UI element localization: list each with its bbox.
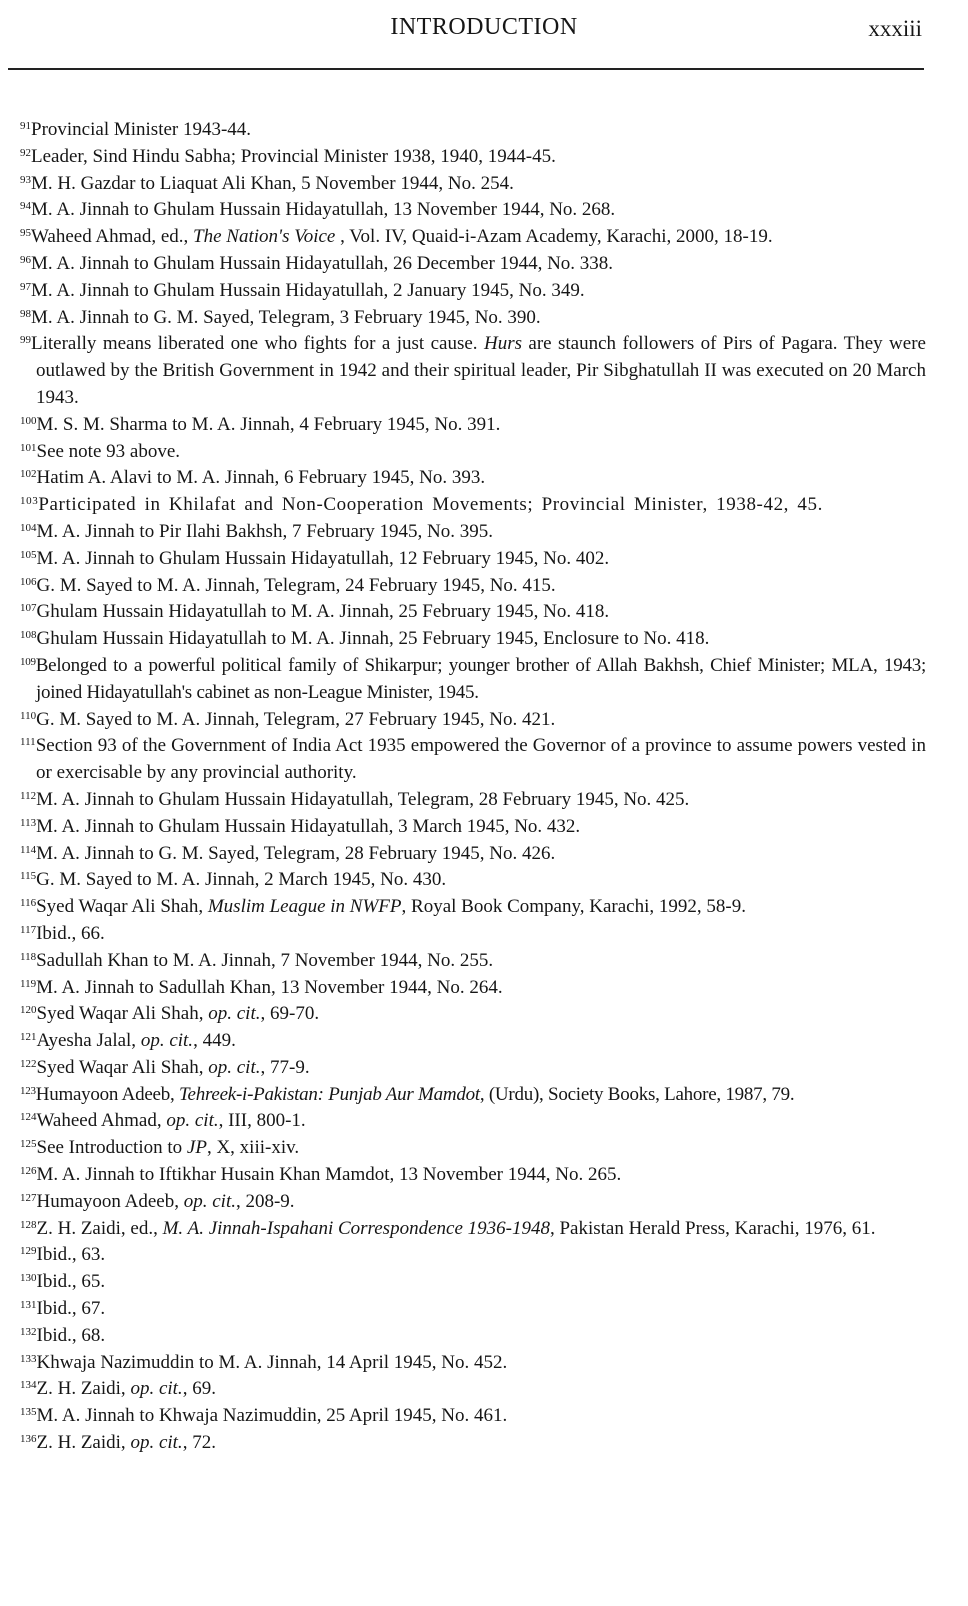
note-text: Ayesha Jalal, bbox=[36, 1030, 141, 1052]
note-text: are staunch followers of Pirs of Pagara. They were outlawed by the British Government in 1942 and their spiritual leader, Pir Sibghatullah II was executed on 20 March 1943. bbox=[36, 333, 926, 408]
note-opcit-italic: op. cit. bbox=[166, 1110, 219, 1132]
note-text: Z. H. Zaidi, ed., bbox=[36, 1217, 163, 1239]
note-text: See Introduction to bbox=[36, 1137, 187, 1159]
note-opcit-italic: op. cit. bbox=[130, 1378, 183, 1400]
endnote bbox=[20, 439, 926, 466]
endnote bbox=[20, 1108, 926, 1135]
endnote bbox=[20, 519, 926, 546]
note-text: , 449. bbox=[193, 1030, 236, 1052]
note-opcit-italic: op. cit. bbox=[208, 1003, 261, 1025]
endnote bbox=[20, 1323, 926, 1350]
endnote bbox=[20, 1055, 926, 1082]
note-number: 95 bbox=[20, 227, 31, 240]
endnote bbox=[20, 787, 926, 814]
note-text: Participated in Khilafat and Non-Cooperation Movements; Provincial Minister, 1938-42, 45. bbox=[38, 494, 823, 516]
note-text: Sadullah Khan to M. A. Jinnah, 7 November 1944, No. 255. bbox=[36, 949, 494, 971]
note-text: , X, xiii-xiv. bbox=[206, 1137, 300, 1159]
note-number: 106 bbox=[20, 575, 37, 588]
note-text: Waheed Ahmad, ed., bbox=[31, 226, 194, 248]
endnote bbox=[20, 1082, 926, 1109]
note-text: M. A. Jinnah to Ghulam Hussain Hidayatullah, 2 January 1945, No. 349. bbox=[31, 279, 585, 301]
note-number: 120 bbox=[20, 1004, 37, 1017]
note-number: 133 bbox=[20, 1352, 37, 1365]
endnote bbox=[20, 733, 926, 787]
endnote bbox=[20, 841, 926, 868]
note-text: Humayoon Adeeb, bbox=[35, 1083, 179, 1105]
note-text: , 208-9. bbox=[235, 1190, 295, 1212]
note-number: 130 bbox=[20, 1272, 37, 1285]
note-number: 118 bbox=[20, 950, 37, 963]
note-number: 132 bbox=[20, 1325, 37, 1338]
note-text: , Royal Book Company, Karachi, 1992, 58-9. bbox=[401, 896, 746, 918]
note-number: 128 bbox=[20, 1218, 37, 1231]
note-title-italic: JP bbox=[186, 1137, 207, 1159]
note-number: 131 bbox=[20, 1299, 37, 1312]
note-number: 104 bbox=[20, 521, 37, 534]
note-opcit-italic: op. cit. bbox=[183, 1190, 236, 1212]
endnote bbox=[20, 573, 926, 600]
note-number: 122 bbox=[20, 1057, 37, 1070]
note-text: Hatim A. Alavi to M. A. Jinnah, 6 February 1945, No. 393. bbox=[36, 467, 486, 489]
endnote bbox=[20, 1028, 926, 1055]
note-number: 124 bbox=[20, 1111, 37, 1124]
endnote bbox=[20, 492, 926, 519]
note-text: Ghulam Hussain Hidayatullah to M. A. Jinnah, 25 February 1945, Enclosure to No. 418. bbox=[36, 628, 710, 650]
endnote bbox=[20, 1269, 926, 1296]
note-number: 119 bbox=[20, 977, 37, 990]
note-number: 109 bbox=[20, 655, 36, 668]
note-text: , 69-70. bbox=[260, 1003, 320, 1025]
endnote bbox=[20, 546, 926, 573]
header-rule bbox=[8, 68, 924, 70]
endnote bbox=[20, 1135, 926, 1162]
note-number: 108 bbox=[20, 629, 37, 642]
note-number: 127 bbox=[20, 1191, 37, 1204]
endnote bbox=[20, 1242, 926, 1269]
note-number: 110 bbox=[20, 709, 37, 722]
note-number: 107 bbox=[20, 602, 37, 615]
note-text: Ibid., 65. bbox=[36, 1271, 106, 1293]
endnote bbox=[20, 867, 926, 894]
endnote bbox=[20, 1350, 926, 1377]
note-number: 114 bbox=[20, 843, 37, 856]
note-number: 103 bbox=[20, 495, 39, 508]
note-text: Syed Waqar Ali Shah, bbox=[36, 896, 208, 918]
endnote bbox=[20, 224, 926, 251]
endnote bbox=[20, 117, 926, 144]
note-number: 111 bbox=[20, 736, 36, 749]
endnote bbox=[20, 653, 926, 707]
note-text: , Vol. IV, Quaid-i-Azam Academy, Karachi, 2000, 18-19. bbox=[335, 226, 773, 248]
note-title-italic: Tehreek-i-Pakistan: Punjab Aur Mamdot bbox=[178, 1083, 480, 1105]
endnote bbox=[20, 278, 926, 305]
endnote bbox=[20, 975, 926, 1002]
note-text: Z. H. Zaidi, bbox=[36, 1378, 131, 1400]
note-text: Provincial Minister 1943-44. bbox=[31, 119, 252, 140]
note-number: 121 bbox=[20, 1031, 37, 1044]
note-text: M. A. Jinnah to Ghulam Hussain Hidayatullah, Telegram, 28 February 1945, No. 425. bbox=[36, 788, 690, 810]
note-number: 101 bbox=[20, 441, 37, 454]
note-text: G. M. Sayed to M. A. Jinnah, 2 March 1945, No. 430. bbox=[36, 869, 447, 891]
note-text: , (Urdu), Society Books, Lahore, 1987, 79. bbox=[479, 1083, 795, 1105]
note-opcit-italic: op. cit. bbox=[130, 1432, 183, 1454]
endnote bbox=[20, 707, 926, 734]
note-text: Syed Waqar Ali Shah, bbox=[36, 1056, 209, 1078]
note-number: 129 bbox=[20, 1245, 37, 1258]
endnote bbox=[20, 599, 926, 626]
note-opcit-italic: op. cit. bbox=[140, 1030, 194, 1052]
endnote bbox=[20, 1430, 926, 1457]
note-text: Humayoon Adeeb, bbox=[36, 1190, 184, 1212]
note-opcit-italic: op. cit. bbox=[208, 1056, 261, 1078]
endnote bbox=[20, 1376, 926, 1403]
note-number: 100 bbox=[20, 414, 37, 427]
endnote bbox=[20, 1001, 926, 1028]
note-number: 93 bbox=[20, 173, 31, 186]
note-text: Ghulam Hussain Hidayatullah to M. A. Jinnah, 25 February 1945, No. 418. bbox=[36, 601, 610, 623]
note-text: M. A. Jinnah to G. M. Sayed, Telegram, 3 February 1945, No. 390. bbox=[31, 306, 541, 328]
note-text: , 69. bbox=[182, 1378, 216, 1400]
note-text: Leader, Sind Hindu Sabha; Provincial Minister 1938, 1940, 1944-45. bbox=[31, 145, 556, 167]
note-number: 112 bbox=[20, 789, 37, 802]
note-text: M. S. M. Sharma to M. A. Jinnah, 4 February 1945, No. 391. bbox=[36, 413, 501, 435]
note-number: 91 bbox=[20, 120, 31, 132]
endnote bbox=[20, 814, 926, 841]
note-number: 125 bbox=[20, 1138, 37, 1151]
endnote bbox=[20, 171, 926, 198]
endnote bbox=[20, 197, 926, 224]
note-text: , 72. bbox=[182, 1432, 216, 1454]
note-term-italic: Hurs bbox=[483, 333, 522, 355]
page-number: xxxiii bbox=[868, 16, 922, 41]
note-number: 97 bbox=[20, 280, 31, 293]
note-text: G. M. Sayed to M. A. Jinnah, Telegram, 27 February 1945, No. 421. bbox=[36, 708, 556, 730]
note-number: 94 bbox=[20, 200, 31, 213]
note-text: Ibid., 67. bbox=[36, 1298, 106, 1320]
endnote bbox=[20, 465, 926, 492]
note-text: Z. H. Zaidi, bbox=[36, 1432, 131, 1454]
note-text: G. M. Sayed to M. A. Jinnah, Telegram, 24 February 1945, No. 415. bbox=[36, 574, 556, 596]
endnote bbox=[20, 626, 926, 653]
note-number: 115 bbox=[20, 870, 37, 883]
note-text: Ibid., 63. bbox=[36, 1244, 106, 1266]
note-text: Ibid., 68. bbox=[36, 1324, 106, 1346]
note-text: M. H. Gazdar to Liaquat Ali Khan, 5 November 1944, No. 254. bbox=[31, 172, 514, 194]
endnote bbox=[20, 331, 926, 411]
note-text: Ibid., 66. bbox=[36, 922, 105, 944]
note-number: 113 bbox=[20, 816, 37, 829]
note-text: Section 93 of the Government of India Act 1935 empowered the Governor of a province to assume powers vested in or exercisable by any provincial authority. bbox=[35, 735, 926, 784]
endnote bbox=[20, 894, 926, 921]
note-number: 102 bbox=[20, 468, 37, 481]
note-number: 98 bbox=[20, 307, 31, 320]
endnote bbox=[20, 412, 926, 439]
note-title-italic: Muslim League in NWFP bbox=[207, 896, 402, 918]
note-text: Literally means liberated one who fights for a just cause. bbox=[31, 333, 484, 355]
note-number: 136 bbox=[20, 1433, 37, 1446]
note-number: 96 bbox=[20, 253, 31, 266]
running-title: INTRODUCTION bbox=[390, 14, 578, 40]
note-title-italic: M. A. Jinnah-Ispahani Correspondence 1936-1948 bbox=[162, 1217, 550, 1239]
note-number: 116 bbox=[20, 897, 37, 910]
note-number: 126 bbox=[20, 1165, 37, 1178]
note-text: M. A. Jinnah to Ghulam Hussain Hidayatullah, 13 November 1944, No. 268. bbox=[31, 199, 616, 221]
note-number: 135 bbox=[20, 1406, 37, 1419]
page-header bbox=[0, 0, 968, 80]
note-text: M. A. Jinnah to Sadullah Khan, 13 November 1944, No. 264. bbox=[36, 976, 503, 998]
note-number: 134 bbox=[20, 1379, 37, 1392]
note-text: Waheed Ahmad, bbox=[36, 1110, 167, 1132]
endnote bbox=[20, 251, 926, 278]
note-text: , III, 800-1. bbox=[218, 1110, 306, 1132]
endnote bbox=[20, 1296, 926, 1323]
endnote bbox=[20, 1403, 926, 1430]
note-title-italic: The Nation's Voice bbox=[193, 226, 336, 248]
note-number: 123 bbox=[20, 1084, 36, 1097]
note-text: Khwaja Nazimuddin to M. A. Jinnah, 14 April 1945, No. 452. bbox=[36, 1351, 508, 1373]
note-text: M. A. Jinnah to Khwaja Nazimuddin, 25 April 1945, No. 461. bbox=[36, 1405, 508, 1427]
note-number: 117 bbox=[20, 923, 37, 936]
endnote bbox=[20, 144, 926, 171]
endnote bbox=[20, 1162, 926, 1189]
note-text: M. A. Jinnah to Ghulam Hussain Hidayatullah, 3 March 1945, No. 432. bbox=[36, 815, 581, 837]
endnote bbox=[20, 948, 926, 975]
note-text: M. A. Jinnah to Ghulam Hussain Hidayatullah, 12 February 1945, No. 402. bbox=[36, 547, 610, 569]
endnote bbox=[20, 1216, 926, 1243]
note-text: , 77-9. bbox=[260, 1056, 310, 1078]
note-text: M. A. Jinnah to Ghulam Hussain Hidayatullah, 26 December 1944, No. 338. bbox=[31, 252, 614, 274]
endnote bbox=[20, 921, 926, 948]
note-text: M. A. Jinnah to Pir Ilahi Bakhsh, 7 February 1945, No. 395. bbox=[36, 520, 494, 542]
note-text: M. A. Jinnah to Iftikhar Husain Khan Mamdot, 13 November 1944, No. 265. bbox=[36, 1164, 622, 1186]
note-text: See note 93 above. bbox=[36, 440, 181, 462]
note-number: 105 bbox=[20, 548, 37, 561]
note-text: M. A. Jinnah to G. M. Sayed, Telegram, 28 February 1945, No. 426. bbox=[36, 842, 556, 864]
note-text: , Pakistan Herald Press, Karachi, 1976, 61. bbox=[549, 1217, 876, 1239]
endnote bbox=[20, 305, 926, 332]
note-text: Belonged to a powerful political family of Shikarpur; younger brother of Allah Bakhsh, Chief Minister; MLA, 1943; joined Hidayatullah's cabinet as non-League Minister, 1945. bbox=[35, 654, 926, 703]
note-number: 92 bbox=[20, 146, 31, 159]
note-text: Syed Waqar Ali Shah, bbox=[36, 1003, 209, 1025]
endnote bbox=[20, 1189, 926, 1216]
note-number: 99 bbox=[20, 334, 31, 347]
endnotes-list bbox=[20, 117, 926, 1457]
